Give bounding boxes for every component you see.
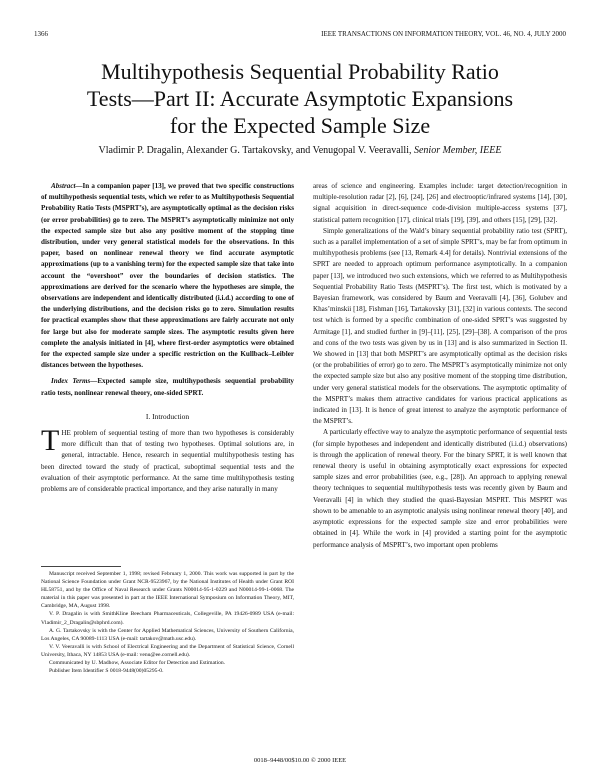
body-paragraph-1: areas of science and engineering. Examples include: target detection/recognition in multiple-resolution radar [2], [6], [24], [26] and electrooptic/infrared systems [14], [30], signal acquisition in direct-sequence code-division multiple-access systems [37], statistical pattern recognition [17], clinical trials [19], [39], and others [15], [29], [32]. <box>313 182 567 224</box>
author-names: Vladimir P. Dragalin, Alexander G. Tartakovsky, and Venugopal V. Veeravalli, <box>98 145 412 156</box>
copyright-footer: 0018–9448/00$10.00 © 2000 IEEE <box>253 757 347 764</box>
title-line-1: Multihypothesis Sequential Probability Ratio <box>101 59 499 84</box>
right-column <box>313 181 567 551</box>
footnote-rule <box>41 566 121 567</box>
abstract <box>41 181 294 371</box>
running-header <box>34 30 566 42</box>
section-heading: I. Introduction <box>145 411 190 421</box>
left-column <box>41 181 294 495</box>
journal-name: IEEE TRANSACTIONS ON INFORMATION THEORY, VOL. 46, NO. 4, JULY 2000 <box>321 30 566 38</box>
footnotes <box>41 566 294 675</box>
body-paragraph-3: A particularly effective way to analyze the asymptotic performance of sequential tests (for simple hypotheses and independent and identically distributed (i.i.d.) observations) is through the application of renewal theory. For the binary SPRT, it is well known that renewal theory is useful in obtaining asymptotically exact expressions for expected sample sizes and error probabilities (see, e.g., [28]). An approach to applying renewal theory techniques to sequential multihypothesis tests was recently given by Baum and Veeravalli [4] in which they studied the quasi-Bayesian MSPRT. This MSPRT was shown to be amenable to an asymptotic analysis using nonlinear renewal theory [40], and asymptotic expressions for the expected sample size and error probabilities were obtained in [4]. While the work in [4] provided a starting point for the asymptotic performance analysis of MSPRT’s, two important open problems <box>313 428 567 549</box>
footnote-veeravalli: V. V. Veeravalli is with School of Electrical Engineering and the Department of Statistical Science, Cornell University, Ithaca, NY 14853 USA (e-mail: venu@ee.cornell.edu). <box>41 643 294 658</box>
title-line-3: for the Expected Sample Size <box>169 113 431 138</box>
footnote-publisher-id: Publisher Item Identifier S 0018-9448(00)05295-0. <box>49 668 164 675</box>
page-number: 1366 <box>34 30 48 38</box>
footnote-communicated: Communicated by U. Madhow, Associate Editor for Detection and Estimation. <box>49 660 226 667</box>
author-list <box>40 145 560 156</box>
footnote-manuscript: Manuscript received September 1, 1998; revised February 1, 2000. This work was supported in part by the National Science Foundation under Grant NCR-9523967, by the National Institutes of Health under Grant ROI HL58751, and by the Office of Naval Research under Grants N00014-95-1-0229 and N00014-99-1-0068. The material in this paper was presented in part at the IEEE International Symposium on Information Theory, MIT, Cambridge, MA, August 1998. <box>41 571 294 610</box>
body-paragraph-2: Simple generalizations of the Wald’s binary sequential probability ratio test (SPRT), such as a parallel implementation of a set of simple SPRT’s, may be far from optimum in multihypothesis problems (see [13, Remark 4.4] for details). Nontrivial extensions of the SPRT are needed to approach optimum performance asymptotically. In a companion paper [13], we introduced two such extensions, which we referred to as Multihypothesis Sequential Probability Ratio Tests (MSPRT’s). The first test, which is motivated by a Bayesian framework, was considered by Baum and Veeravalli [4], [36], Golubev and Khas’minskii [18], Fishman [16], Tartakovsky [31], [32] in various contexts. The second test which is formed by a specific combination of one-sided SPRT’s was suggested by Armitage [1], and studied further in [9]–[11], [25], [29]–[38]. A comparison of the pros and cons of the two tests was given by us in [13] and is also summarized in Section II. We showed in [13] that both MSPRT’s are asymptotically optimal as the decision risks (or the probabilities of error) go to zero. The MSPRT’s asymptotically minimize not only the expected sample size but also any positive moment of the stopping time distribution, under very general statistical models for the observations. The asymptotic optimality of the MSPRT’s makes them attractive candidates for various practical applications as indicated in [13]. It is hence of great interest to analyze the asymptotic performance of the MSPRT’s. <box>313 226 567 426</box>
footnote-dragalin: V. P. Dragalin is with SmithKline Beecham Pharmaceuticals, Collegeville, PA 19426-0989 USA (e-mail: Vladimir_2_Dragalin@sbphrd.com). <box>41 611 294 626</box>
abstract-label: Abstract— <box>51 182 83 190</box>
footnote-tartakovsky: A. G. Tartakovsky is with the Center for Applied Mathematical Sciences, University of Southern California, Los Angeles, CA 90089-1113 USA (e-mail: tartakov@math.usc.edu). <box>41 627 294 642</box>
index-terms <box>41 376 294 398</box>
intro-text: HE problem of sequential testing of more than two hypotheses is considerably more difficult than that of testing two hypotheses. Optimal solutions are, in general, intractable. Hence, research in sequential multihypothesis testing has been directed toward the study of practical, suboptimal sequential tests and the evaluation of their asymptotic performance. At the same time multihypothesis testing problems are of considerable practical importance, and they arise naturally in many <box>41 429 294 494</box>
index-terms-text: Expected sample size, multihypothesis sequential probability ratio tests, nonlinear renewal theory, one-sided SPRT. <box>41 377 294 397</box>
index-terms-label: Index Terms— <box>51 377 98 386</box>
drop-cap: T <box>41 424 60 458</box>
title-line-2: Tests—Part II: Accurate Asymptotic Expansions <box>86 86 514 111</box>
author-membership: Senior Member, IEEE <box>413 145 502 156</box>
intro-paragraph <box>41 424 294 495</box>
abstract-text: In a companion paper [13], we proved that two specific constructions of multihypothesis sequential tests, which we refer to as Multihypothesis Sequential Probability Ratio Tests (MSPRT’s), are asymptotically optimal as the decision risks (or error probabilities) go to zero. The MSPRT’s asymptotically minimize not only the expected sample size but also any positive moment of the stopping time distribution, under very general statistical models for the observations. In this paper, based on nonlinear renewal theory we find accurate asymptotic approximations (up to a vanishing term) for the expected sample size that take into account the “overshoot” over the boundaries of decision statistics. The approximations are derived for the scenario where the hypotheses are simple, the observations are independent and identically distributed (i.i.d.) according to one of the underlying distributions, and the decision risks go to zero. Simulation results for practical examples show that these approximations are fairly accurate not only for large but also for moderate sample sizes. The asymptotic results given here complete the analysis initiated in [4], where first-order asymptotics were obtained for the expected sample size under a specific restriction on the Kullback–Leibler distances between the hypotheses. <box>41 182 294 370</box>
paper-title <box>40 58 560 139</box>
